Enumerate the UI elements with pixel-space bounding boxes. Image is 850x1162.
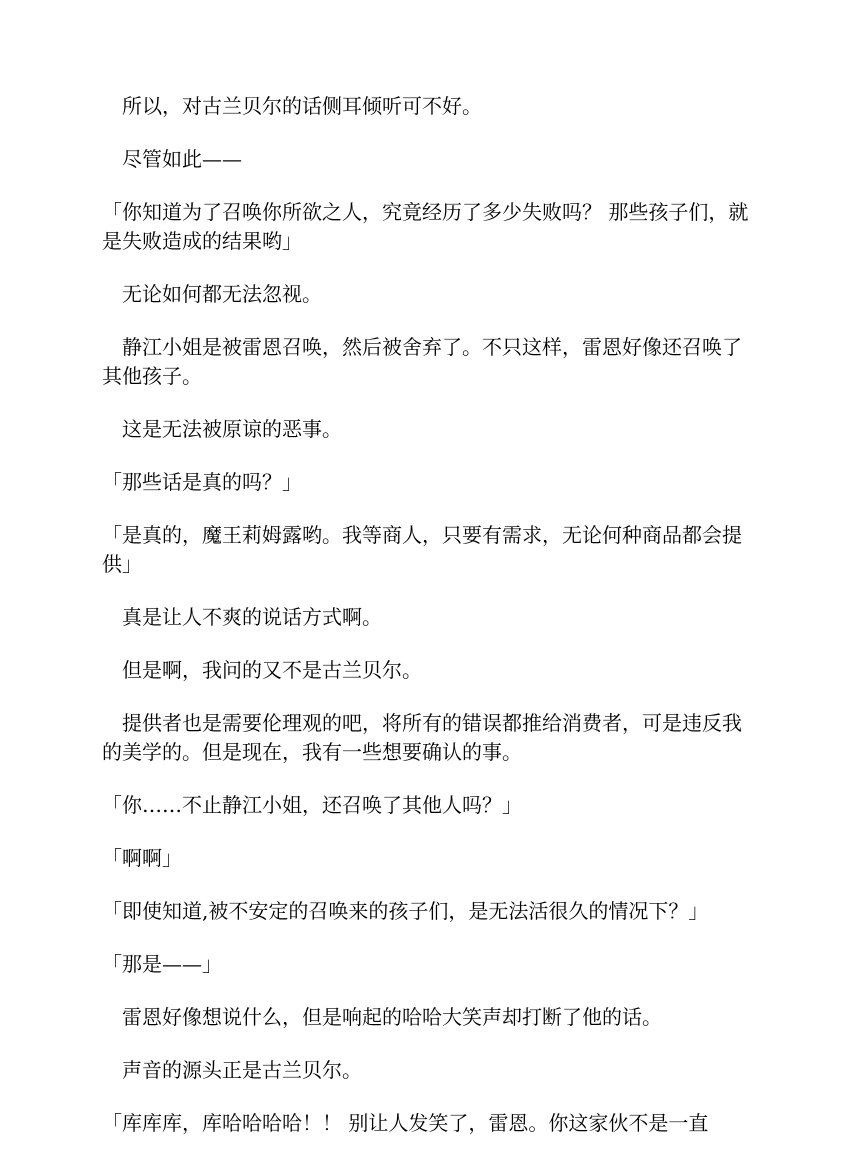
paragraph: 这是无法被原谅的恶事。 — [102, 417, 342, 441]
paragraph: 尽管如此—— — [102, 147, 242, 171]
paragraph: 「你知道为了召唤你所欲之人，究竟经历了多少失败吗？ 那些孩子们，就是失败造成的结果哟」 — [102, 200, 749, 253]
paragraph: 真是让人不爽的说话方式啊。 — [102, 605, 382, 629]
paragraph: 但是啊，我问的又不是古兰贝尔。 — [102, 658, 422, 682]
paragraph: 「是真的，魔王莉姆露哟。我等商人，只要有需求，无论何种商品都会提供」 — [102, 523, 742, 576]
paragraph: 「库库库，库哈哈哈哈！！ 别让人发笑了，雷恩。你这家伙不是一直 — [102, 1111, 709, 1135]
document-body — [102, 92, 752, 1162]
paragraph: 所以，对古兰贝尔的话侧耳倾听可不好。 — [102, 94, 482, 118]
paragraph: 「那些话是真的吗？」 — [102, 470, 302, 494]
paragraph: 声音的源头正是古兰贝尔。 — [102, 1058, 362, 1082]
paragraph: 「你……不止静江小姐，还召唤了其他人吗？」 — [102, 793, 522, 817]
paragraph: 「那是——」 — [102, 952, 222, 976]
paragraph: 雷恩好像想说什么，但是响起的哈哈大笑声却打断了他的话。 — [102, 1005, 662, 1029]
paragraph: 「啊啊」 — [102, 846, 182, 870]
paragraph: 无论如何都无法忽视。 — [102, 282, 322, 306]
paragraph: 静江小姐是被雷恩召唤，然后被舍弃了。不只这样，雷恩好像还召唤了其他孩子。 — [102, 335, 742, 388]
paragraph: 「即使知道,被不安定的召唤来的孩子们，是无法活很久的情况下？」 — [102, 899, 709, 923]
paragraph: 提供者也是需要伦理观的吧，将所有的错误都推给消费者，可是违反我的美学的。但是现在，我有一些想要确认的事。 — [102, 711, 742, 764]
